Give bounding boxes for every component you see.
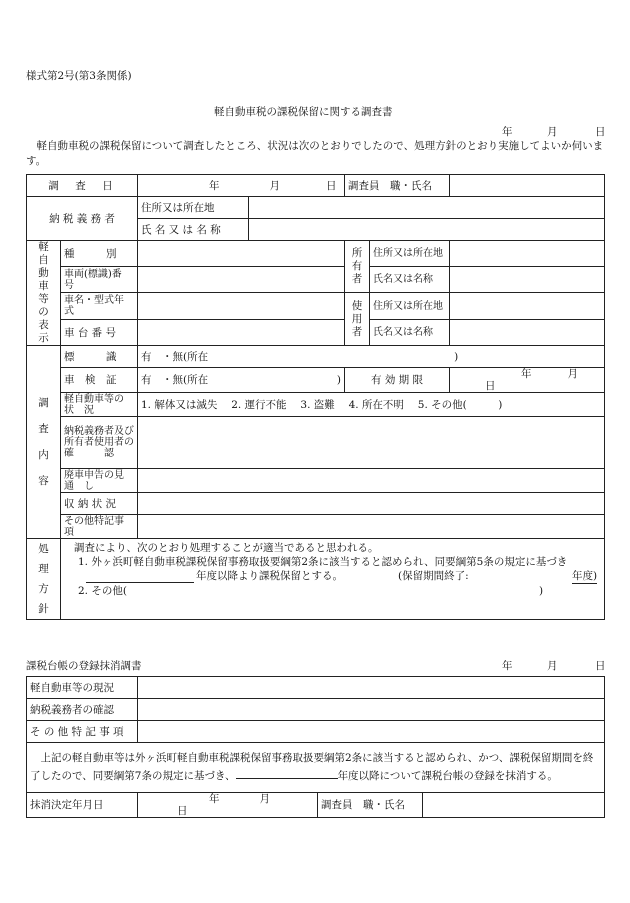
status-options[interactable]: 1. 解体又は滅失 2. 運行不能 3. 盗難 4. 所在不明 5. その他( )	[138, 393, 605, 417]
vehicle-plate-value[interactable]	[138, 267, 345, 293]
deregistration-paragraph: 上記の軽自動車等は外ヶ浜町軽自動車税課税保留事務取扱要綱第2条に該当すると認められ、かつ、課税保留期間を終了したので、同要綱第7条の規定に基づき、 年度以降について課税台帳の登録を抹消する。	[27, 743, 605, 793]
other-notes-label: その他特記事 項	[61, 515, 138, 539]
second-date-day: 日	[595, 660, 606, 672]
taxpayer-address-label: 住所又は所在地	[138, 197, 249, 219]
taxpayer-label: 納 税 義 務 者	[27, 197, 138, 241]
user-name-value[interactable]	[450, 320, 605, 346]
current-status-value[interactable]	[138, 677, 605, 699]
decision-date-label: 抹消決定年月日	[27, 793, 138, 818]
policy-group-label: 処理方針	[27, 539, 61, 620]
other-notes-value[interactable]	[138, 515, 605, 539]
sign-value[interactable]: 有 ・無(所在 )	[138, 346, 605, 368]
policy-line-3: 年度以降より課税保留とする。 (保留期間終了: 年度)	[64, 569, 601, 584]
owner-name-label: 氏名又は名称	[370, 267, 450, 293]
vehicle-plate-label: 車両(標識)番 号	[61, 267, 138, 293]
vehicle-model-label: 車名・型式年 式	[61, 293, 138, 320]
taxpayer-name-value[interactable]	[249, 219, 605, 241]
validity-label: 有 効 期 限	[345, 368, 450, 393]
survey-date-label: 調 査 日	[27, 175, 138, 197]
confirmation-value[interactable]	[138, 417, 605, 469]
vehicle-chassis-label: 車 台 番 号	[61, 320, 138, 346]
vehicle-kind-label: 種 別	[61, 241, 138, 267]
deregistration-table	[26, 676, 605, 818]
scrap-outlook-label: 廃車申告の見 通 し	[61, 469, 138, 493]
user-label: 使用者	[345, 293, 370, 346]
second-title: 課税台帳の登録抹消調書	[26, 660, 142, 672]
user-address-value[interactable]	[450, 293, 605, 320]
date-year: 年	[502, 126, 513, 138]
payment-status-value[interactable]	[138, 493, 605, 515]
inspection-value[interactable]: 有 ・無(所在 )	[138, 368, 345, 393]
form-number: 様式第2号(第3条関係)	[26, 70, 132, 82]
decision-date-value[interactable]: 年 月日	[138, 793, 318, 818]
survey-date-value[interactable]: 年 月 日	[138, 175, 345, 197]
second-surveyor-value[interactable]	[423, 793, 605, 818]
validity-value[interactable]: 年 月日	[450, 368, 605, 393]
second-date-year: 年	[502, 660, 513, 672]
vehicle-group-label: 軽自動車等の表示	[27, 241, 61, 346]
second-notes-label: そ の 他 特 記 事 項	[27, 721, 138, 743]
taxpayer-address-value[interactable]	[249, 197, 605, 219]
confirmation-label: 納税義務者及び所有者使用者の確 認	[61, 417, 138, 469]
policy-content	[61, 539, 605, 620]
owner-label: 所有者	[345, 241, 370, 293]
owner-name-value[interactable]	[450, 267, 605, 293]
sign-label: 標 識	[61, 346, 138, 368]
survey-table	[26, 174, 605, 620]
vehicle-kind-value[interactable]	[138, 241, 345, 267]
policy-line-1: 調査により、次のとおり処理することが適当であると思われる。	[74, 542, 379, 554]
date-day: 日	[595, 126, 606, 138]
owner-address-label: 住所又は所在地	[370, 241, 450, 267]
content-group-label: 調査内容	[27, 346, 61, 539]
status-label: 軽自動車等の 状 況	[61, 393, 138, 417]
surveyor-label: 調査員 職・氏名	[345, 175, 450, 197]
surveyor-value[interactable]	[450, 175, 605, 197]
scrap-outlook-value[interactable]	[138, 469, 605, 493]
taxpayer-confirm-value[interactable]	[138, 699, 605, 721]
inspection-label: 車 検 証	[61, 368, 138, 393]
taxpayer-name-label: 氏 名 又 は 名 称	[138, 219, 249, 241]
second-surveyor-label: 調査員 職・氏名	[318, 793, 423, 818]
second-notes-value[interactable]	[138, 721, 605, 743]
intro-text: 軽自動車税の課税保留について調査したところ、状況は次のとおりでしたので、処理方針のとおり実施してよいか伺います。	[26, 140, 604, 167]
policy-line-2: 1. 外ヶ浜町軽自動車税課税保留事務取扱要綱第2条に該当すると認められ、同要綱第5条の規定に基づき	[78, 556, 568, 568]
policy-line-4: 2. その他( )	[78, 585, 544, 597]
date-month: 月	[547, 126, 558, 138]
vehicle-chassis-value[interactable]	[138, 320, 345, 346]
vehicle-model-value[interactable]	[138, 293, 345, 320]
page-title: 軽自動車税の課税保留に関する調査書	[214, 106, 393, 118]
payment-status-label: 収 納 状 況	[61, 493, 138, 515]
owner-address-value[interactable]	[450, 241, 605, 267]
user-name-label: 氏名又は名称	[370, 320, 450, 346]
taxpayer-confirm-label: 納税義務者の確認	[27, 699, 138, 721]
second-date-month: 月	[547, 660, 558, 672]
current-status-label: 軽自動車等の現況	[27, 677, 138, 699]
user-address-label: 住所又は所在地	[370, 293, 450, 320]
